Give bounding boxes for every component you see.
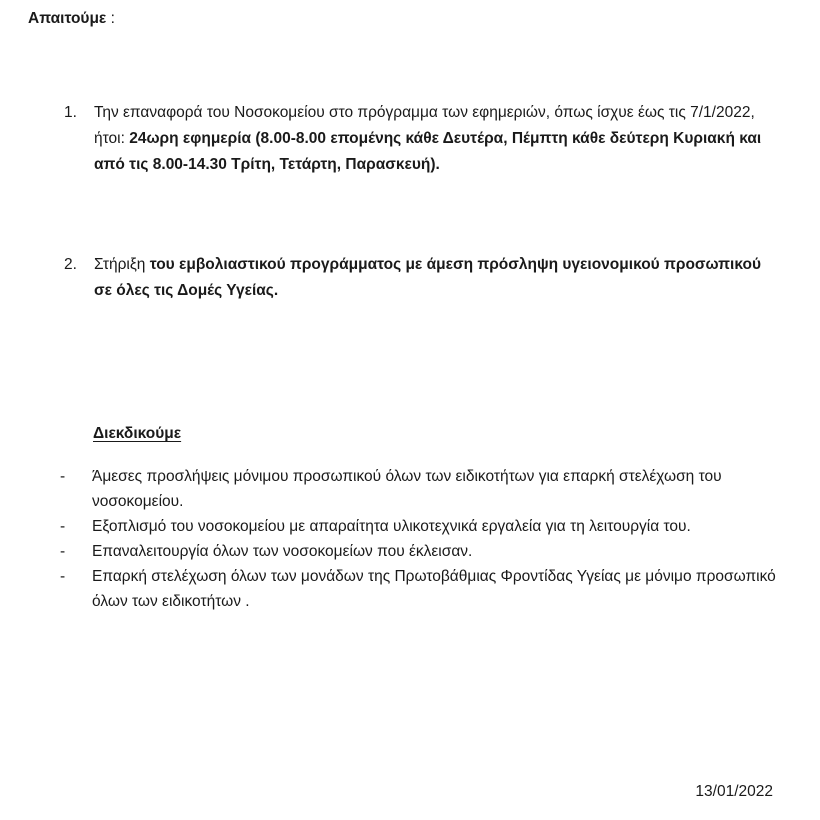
list-item	[60, 514, 780, 539]
item-body	[94, 100, 764, 178]
dash-bullet: -	[60, 468, 66, 485]
demands-heading-suffix: :	[106, 10, 115, 27]
item-text-plain: Την επαναφορά του Νοσοκομείου στο πρόγραμμα των εφημεριών, όπως ίσχυε έως τις 7/1/2022, ήτοι:	[94, 104, 755, 147]
list-item	[60, 539, 780, 564]
document-date: 13/01/2022	[695, 783, 773, 800]
demands-heading-label: Απαιτούμε	[28, 10, 107, 27]
list-item-text: Άμεσες προσλήψεις μόνιμου προσωπικού όλων των ειδικοτήτων για επαρκή στελέχωση του νοσοκομείου.	[92, 468, 722, 510]
list-item-text: Εξοπλισμό του νοσοκομείου με απαραίτητα υλικοτεχνικά εργαλεία για τη λειτουργία του.	[92, 518, 691, 535]
dash-bullet: -	[60, 568, 66, 585]
numbered-item-1	[64, 100, 764, 178]
demands-heading	[28, 10, 115, 28]
item-number: 1.	[64, 104, 77, 121]
item-body	[94, 252, 764, 304]
list-item	[60, 564, 780, 614]
item-number: 2.	[64, 256, 77, 273]
item-text-bold: του εμβολιαστικού προγράμματος με άμεση πρόσληψη υγειονομικού προσωπικού σε όλες τις Δομές Υγείας.	[94, 256, 761, 299]
claims-list	[60, 464, 780, 614]
list-item-text: Επαναλειτουργία όλων των νοσοκομείων που έκλεισαν.	[92, 543, 473, 560]
dash-bullet: -	[60, 543, 66, 560]
claims-title: Διεκδικούμε	[93, 425, 182, 442]
list-item	[60, 464, 780, 514]
dash-bullet: -	[60, 518, 66, 535]
item-text-bold: 24ωρη εφημερία (8.00-8.00 επομένης κάθε Δευτέρα, Πέμπτη κάθε δεύτερη Κυριακή και από τις 8.00-14.30 Τρίτη, Τετάρτη, Παρασκευή).	[94, 130, 762, 173]
numbered-item-2	[64, 252, 764, 304]
item-text-plain: Στήριξη	[94, 256, 150, 273]
list-item-text: Επαρκή στελέχωση όλων των μονάδων της Πρωτοβάθμιας Φροντίδας Υγείας με μόνιμο προσωπικό όλων των ειδικοτήτων .	[92, 568, 776, 610]
